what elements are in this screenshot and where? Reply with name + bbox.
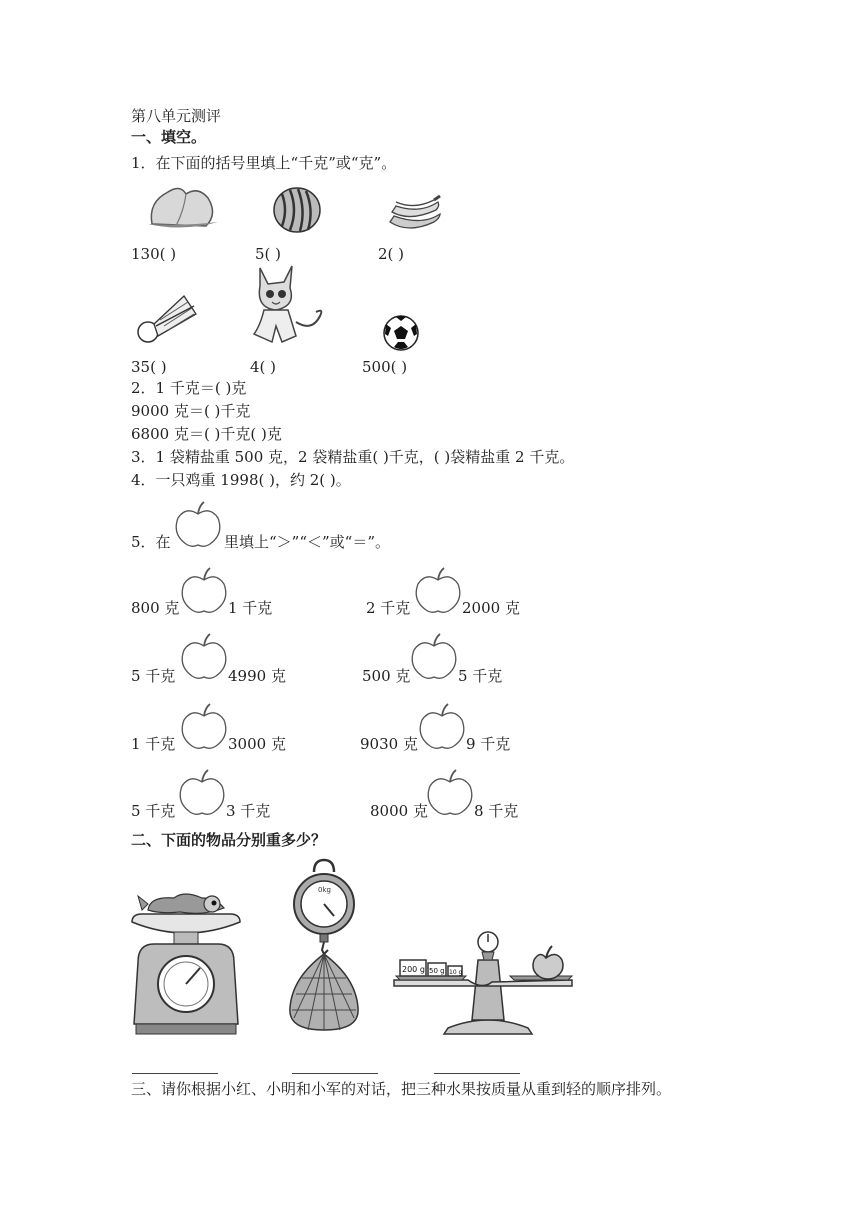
kitchen-scale-icon (130, 892, 242, 1040)
q2-line-2: 9000 克＝( )千克 (131, 402, 251, 420)
comparison-right: 9 千克 (466, 735, 511, 753)
comparison-right: 1 千克 (228, 599, 273, 617)
section-1-heading: 一、填空。 (131, 128, 207, 146)
weight-10-label: 10 g (449, 969, 463, 976)
q4-text: 4．一只鸡重 1998( )，约 2( )。 (131, 471, 351, 489)
q1-prompt: 1．在下面的括号里填上“千克”或“克”。 (131, 154, 397, 172)
peach-icon (146, 180, 220, 232)
comparison-left: 9030 克 (360, 735, 418, 753)
apple-answer-box[interactable] (178, 768, 226, 816)
apple-answer-box[interactable] (414, 566, 462, 614)
q2-line-1: 2．1 千克＝( )克 (131, 379, 247, 397)
comparison-left: 5 千克 (131, 667, 176, 685)
q3-text: 3．1 袋精盐重 500 克，2 袋精盐重( )千克，( )袋精盐重 2 千克。 (131, 448, 575, 466)
comparison-right: 3 千克 (226, 802, 271, 820)
comparison-right: 5 千克 (458, 667, 503, 685)
answer-blank-2[interactable] (292, 1072, 378, 1074)
answer-blank-1[interactable] (132, 1072, 218, 1074)
hanging-scale-icon (288, 858, 360, 1034)
section-3-heading: 三、请你根据小红、小明和小军的对话，把三种水果按质量从重到轻的顺序排列。 (131, 1080, 672, 1098)
balance-scale-icon (392, 930, 578, 1040)
q1-item: 4( ) (250, 358, 277, 376)
comparison-left: 5 千克 (131, 802, 176, 820)
comparison-left: 2 千克 (366, 599, 411, 617)
shuttlecock-icon (136, 292, 198, 346)
q1-item: 2( ) (378, 245, 405, 263)
apple-answer-box[interactable] (180, 702, 228, 750)
q1-item: 5( ) (255, 245, 282, 263)
weight-50-label: 50 g (429, 967, 445, 975)
section-2-heading: 二、下面的物品分别重多少？ (131, 831, 327, 849)
answer-blank-3[interactable] (434, 1072, 520, 1074)
apple-answer-box[interactable] (426, 768, 474, 816)
watermelon-icon (272, 186, 322, 234)
page-title: 第八单元测评 (131, 107, 222, 125)
comparison-left: 500 克 (362, 667, 411, 685)
apple-answer-box[interactable] (410, 632, 458, 680)
comparison-right: 2000 克 (462, 599, 520, 617)
q1-item: 500( ) (362, 358, 408, 376)
apple-icon (174, 500, 222, 548)
q1-item: 130( ) (131, 245, 177, 263)
soccer-ball-icon (382, 314, 420, 352)
q2-line-3: 6800 克＝( )千克( )克 (131, 425, 282, 443)
cat-icon (246, 262, 326, 348)
scale-unit-label: 0kg (318, 886, 331, 894)
comparison-left: 8000 克 (370, 802, 428, 820)
comparison-right: 8 千克 (474, 802, 519, 820)
comparison-right: 4990 克 (228, 667, 286, 685)
comparison-right: 3000 克 (228, 735, 286, 753)
apple-answer-box[interactable] (180, 566, 228, 614)
q1-item: 35( ) (131, 358, 167, 376)
apple-answer-box[interactable] (418, 702, 466, 750)
q5-prefix: 5．在 (131, 533, 171, 551)
comparison-left: 1 千克 (131, 735, 176, 753)
apple-answer-box[interactable] (180, 632, 228, 680)
weight-200-label: 200 g (402, 965, 425, 974)
comparison-left: 800 克 (131, 599, 180, 617)
bananas-icon (388, 194, 442, 234)
q5-suffix: 里填上“＞”“＜”或“＝”。 (224, 533, 391, 551)
